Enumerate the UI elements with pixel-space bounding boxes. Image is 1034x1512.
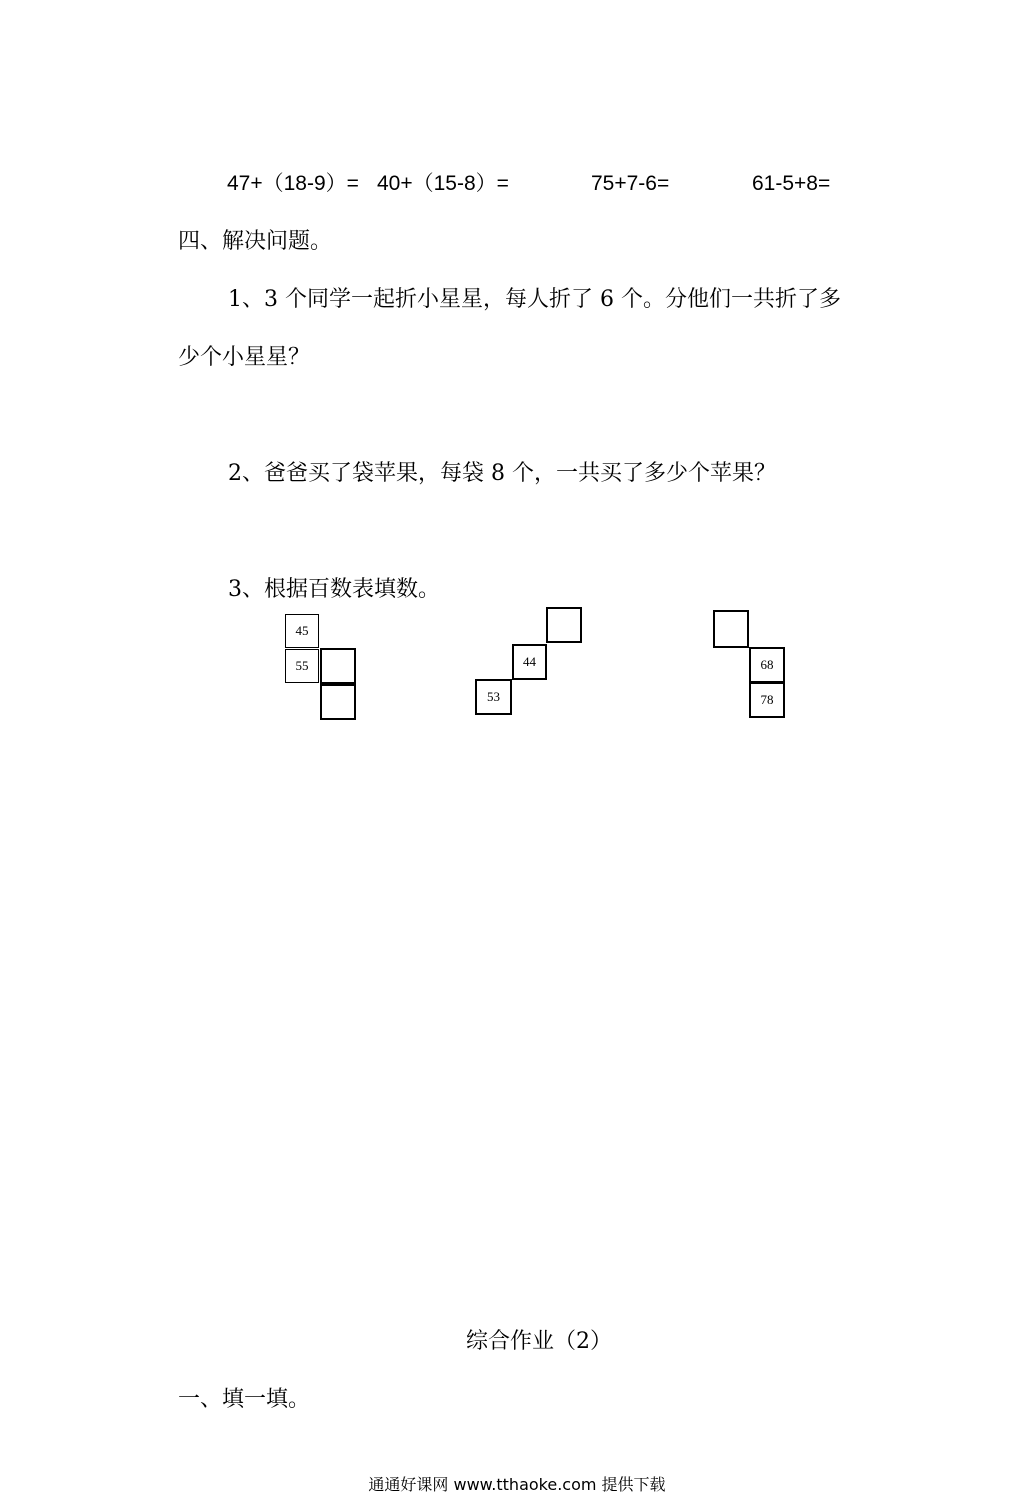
equation-3: 75+7-6= <box>591 172 670 195</box>
homework-title: 综合作业（2） <box>466 1329 612 1354</box>
grid-cell-blank[interactable] <box>546 607 582 643</box>
grid-cell: 78 <box>749 682 785 718</box>
grid-cell: 68 <box>749 647 785 683</box>
equation-1: 47+（18-9）= <box>227 172 359 195</box>
equation-4: 61-5+8= <box>752 172 831 195</box>
question-1-line-1: 1、3 个同学一起折小星星，每人折了 6 个。分他们一共折了多 <box>228 287 841 312</box>
grid-cell: 55 <box>285 649 319 683</box>
footer-source: 通通好课网 www.tthaoke.com 提供下载 <box>368 1475 666 1494</box>
grid-cell: 53 <box>475 679 512 715</box>
grid-cell-blank[interactable] <box>713 610 749 648</box>
section-heading: 四、解决问题。 <box>178 229 333 254</box>
grid-cell-blank[interactable] <box>320 648 356 684</box>
question-1-line-2: 少个小星星？ <box>178 345 311 370</box>
section-1-heading: 一、填一填。 <box>178 1387 311 1412</box>
question-2: 2、爸爸买了袋苹果，每袋 8 个，一共买了多少个苹果？ <box>228 461 776 486</box>
equation-2: 40+（15-8）= <box>377 172 509 195</box>
grid-cell-blank[interactable] <box>320 684 356 720</box>
grid-cell: 44 <box>512 644 547 680</box>
grid-cell: 45 <box>285 614 319 648</box>
question-3: 3、根据百数表填数。 <box>228 577 440 602</box>
